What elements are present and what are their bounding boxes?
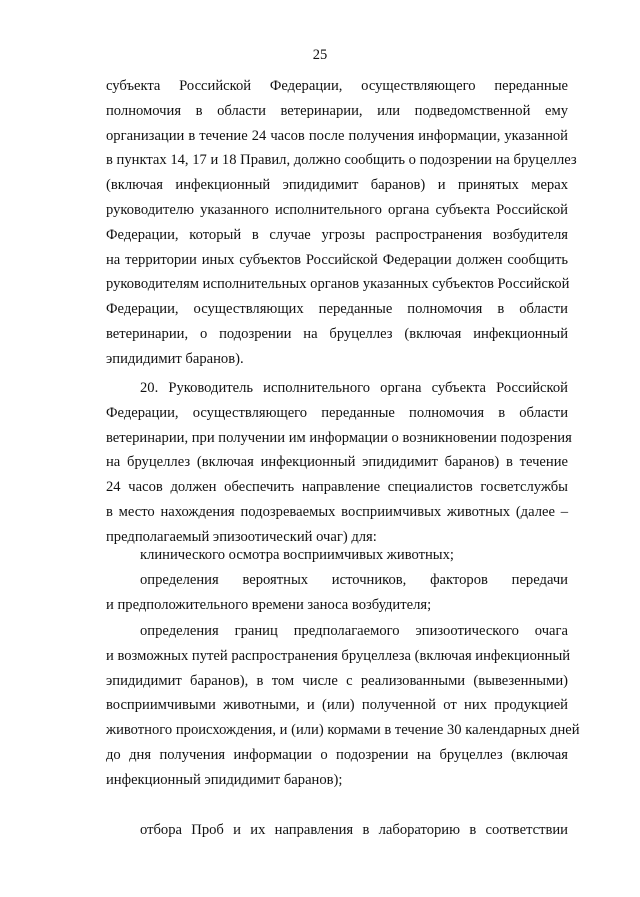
text-line: эпидидимит баранов), в том числе с реализованными (вывезенными)	[106, 672, 568, 689]
text-line: на территории иных субъектов Российской Федерации должен сообщить	[106, 251, 568, 268]
text-line: и возможных путей распространения бруцеллеза (включая инфекционный	[106, 647, 571, 664]
text-line: на бруцеллез (включая инфекционный эпидидимит баранов) в течение	[106, 454, 568, 471]
text-line: Федерации, осуществляющих переданные полномочия в области	[106, 301, 568, 318]
paragraph-continuation	[106, 74, 577, 372]
list-item	[106, 568, 568, 618]
text-line: полномочия в области ветеринарии, или подведомственной ему	[106, 102, 568, 119]
text-line: определения вероятных источников, факторов передачи	[140, 572, 568, 588]
text-line: 20. Руководитель исполнительного органа субъекта Российской	[140, 380, 568, 396]
text-line: животного происхождения, и (или) кормами в течение 30 календарных дней	[106, 722, 580, 739]
text-line: предполагаемый эпизоотический очаг) для:	[106, 528, 377, 545]
text-line: ветеринарии, при получении им информации о возникновении подозрения	[106, 429, 572, 446]
text-line: клинического осмотра восприимчивых животных;	[140, 547, 454, 563]
page-number: 25	[312, 47, 328, 63]
text-line: организации в течение 24 часов после получения информации, указанной	[106, 127, 568, 144]
list-item	[106, 818, 568, 843]
text-line: в пунктах 14, 17 и 18 Правил, должно сообщить о подозрении на бруцеллез	[106, 152, 577, 169]
text-line: в место нахождения подозреваемых восприимчивых животных (далее –	[106, 503, 568, 520]
text-line: 24 часов должен обеспечить направление специалистов госветслужбы	[106, 479, 568, 496]
paragraph-20	[106, 376, 572, 550]
text-line: восприимчивыми животными, и (или) полученной от них продукцией	[106, 697, 568, 714]
text-line: инфекционный эпидидимит баранов);	[106, 771, 343, 788]
text-line: Федерации, осуществляющего переданные полномочия в области	[106, 404, 568, 421]
text-line: эпидидимит баранов).	[106, 350, 244, 367]
text-line: субъекта Российской Федерации, осуществляющего переданные	[106, 78, 568, 94]
list-item	[106, 543, 568, 568]
text-line: (включая инфекционный эпидидимит баранов) и принятых мерах	[106, 177, 568, 194]
text-line: руководителям исполнительных органов указанных субъектов Российской	[106, 276, 570, 293]
text-line: определения границ предполагаемого эпизоотического очага	[140, 623, 568, 639]
text-line: до дня получения информации о подозрении на бруцеллез (включая	[106, 746, 568, 763]
text-line: отбора Проб и их направления в лабораторию в соответствии	[140, 822, 568, 838]
text-line: Федерации, который в случае угрозы распространения возбудителя	[106, 226, 568, 243]
text-line: руководителю указанного исполнительного органа субъекта Российской	[106, 201, 568, 218]
list-item	[106, 619, 580, 793]
text-line: ветеринарии, о подозрении на бруцеллез (включая инфекционный	[106, 325, 568, 342]
text-line: и предположительного времени заноса возбудителя;	[106, 596, 432, 613]
